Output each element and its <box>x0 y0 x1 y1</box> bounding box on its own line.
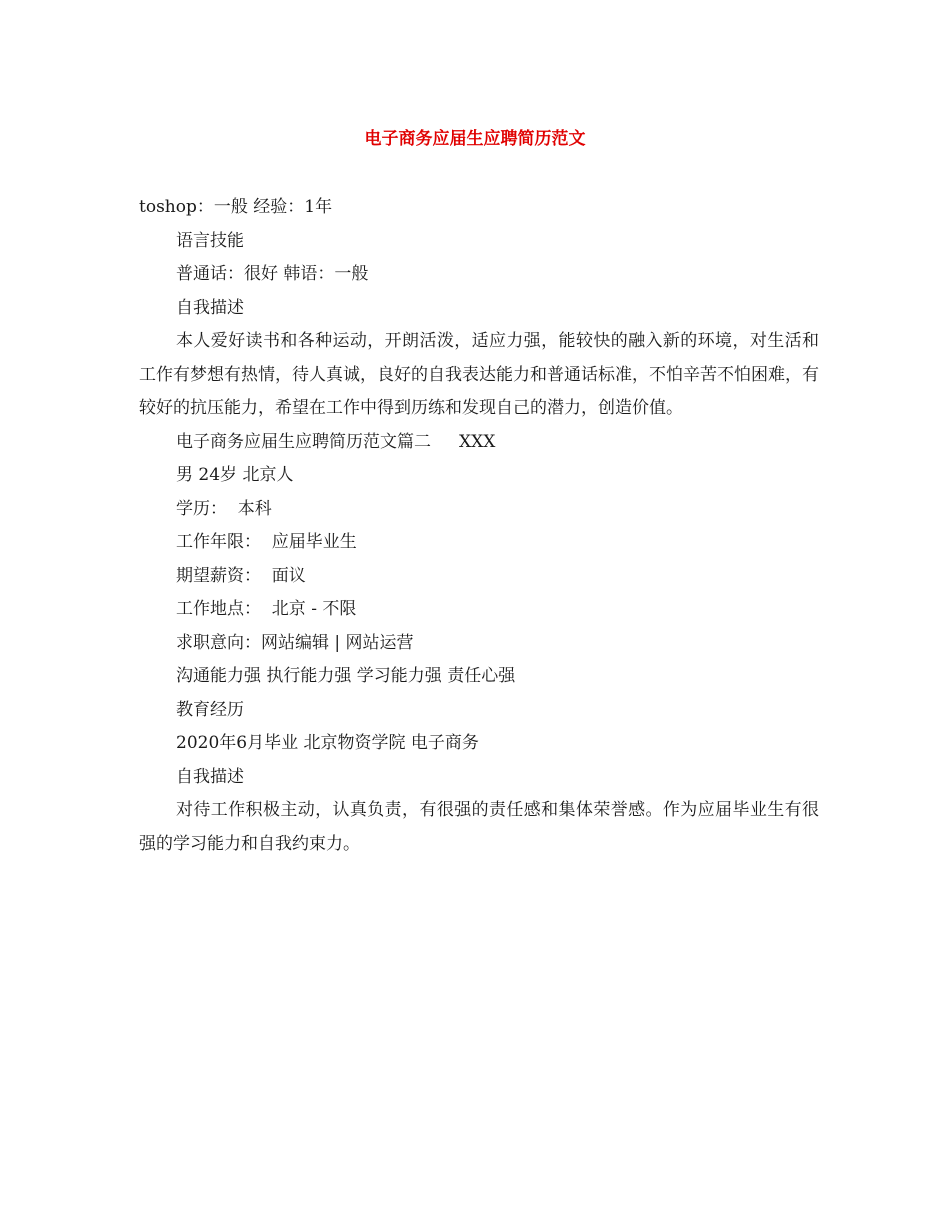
basic-info-line: 男 24岁 北京人 <box>176 465 294 485</box>
job-intention-line: 求职意向：网站编辑 | 网站运营 <box>176 632 414 653</box>
education-level-line: 学历： 本科 <box>176 498 272 519</box>
document-body <box>139 191 819 861</box>
candidate-name: XXX <box>459 431 496 452</box>
work-location-line: 工作地点： 北京 - 不限 <box>176 599 357 619</box>
language-skills-line: 普通话：很好 韩语：一般 <box>176 264 369 284</box>
expected-salary-line: 期望薪资： 面议 <box>176 565 306 586</box>
document-title: 电子商务应届生应聘简历范文 <box>364 129 586 149</box>
self-description-paragraph-2: 对待工作积极主动，认真负责，有很强的责任感和集体荣誉感。作为应届毕业生有很强的学习能力和自我约束力。 <box>139 800 819 854</box>
strengths-line: 沟通能力强 执行能力强 学习能力强 责任心强 <box>176 666 516 686</box>
language-skills-heading: 语言技能 <box>176 230 244 251</box>
self-description-paragraph: 本人爱好读书和各种运动，开朗活泼，适应力强，能较快的融入新的环境，对生活和工作有梦想有热情，待人真诚，良好的自我表达能力和普通话标准，不怕辛苦不怕困难，有较好的抗压能力，希望在工作中得到历练和发现自己的潜力，创造价值。 <box>139 331 819 418</box>
self-description-heading-2: 自我描述 <box>176 766 244 787</box>
education-entry-line: 2020年6月毕业 北京物资学院 电子商务 <box>176 733 479 753</box>
section-two-title-line <box>139 426 819 460</box>
photoshop-skill-line: toshop：一般 经验：1年 <box>139 197 333 217</box>
self-description-heading: 自我描述 <box>176 297 244 318</box>
education-heading: 教育经历 <box>176 699 244 720</box>
work-years-line: 工作年限： 应届毕业生 <box>176 532 357 552</box>
section-two-title: 电子商务应届生应聘简历范文篇二 <box>176 431 431 452</box>
